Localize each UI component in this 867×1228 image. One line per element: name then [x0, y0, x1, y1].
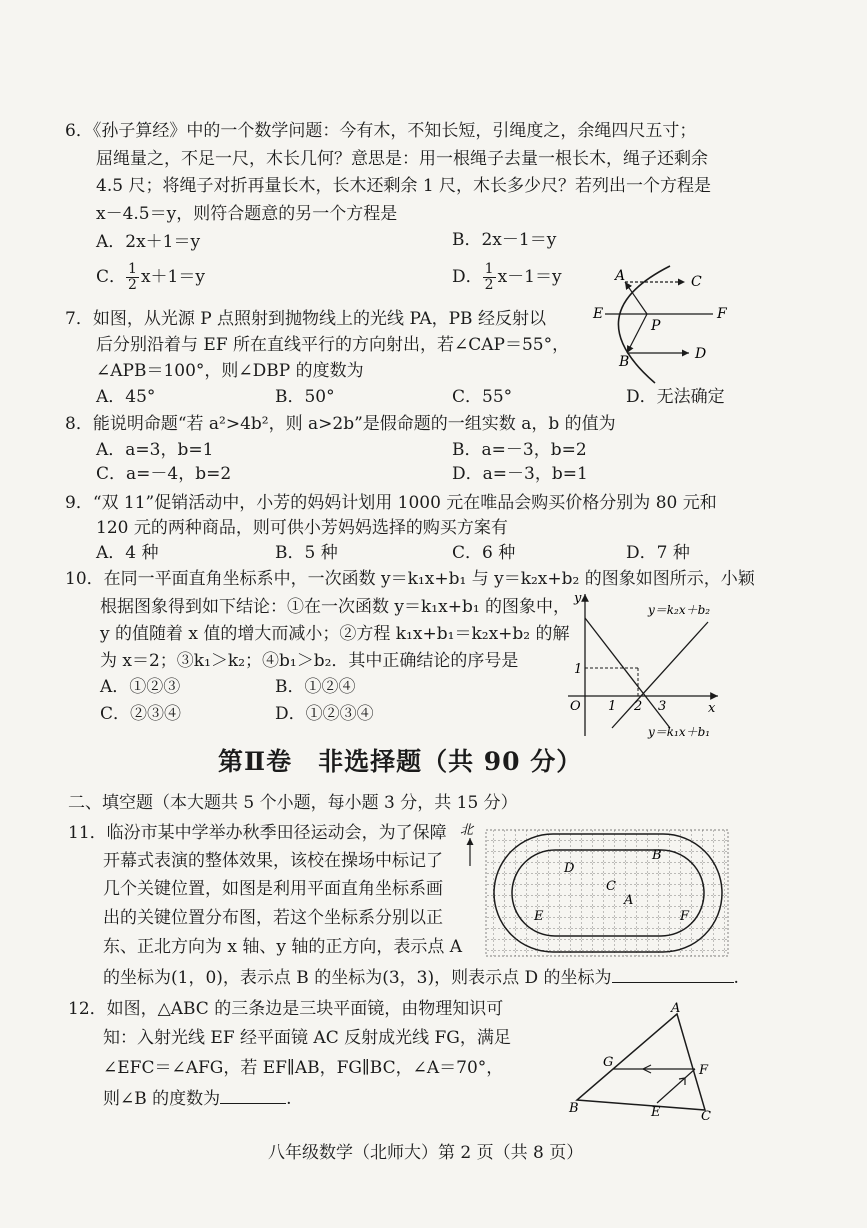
q12-line-3: ∠EFC＝∠AFG，若 EF∥AB，FG∥BC，∠A＝70°，	[103, 1058, 504, 1078]
q8-option-d[interactable]: D．a=－3，b=1	[452, 464, 588, 484]
q6-option-c-text: x＋1＝y	[140, 267, 205, 287]
label-d: D	[695, 346, 707, 362]
q7-parabola-figure	[585, 258, 735, 393]
q6-line-4: x－4.5＝y，则符合题意的另一个方程是	[96, 204, 398, 224]
q7-option-a[interactable]: A．45°	[96, 387, 156, 407]
label-p: P	[651, 318, 661, 334]
ray-ef	[657, 1069, 695, 1103]
tri-label-a: A	[671, 1001, 681, 1016]
label-b: B	[619, 354, 630, 370]
q10-option-a[interactable]: A．①②③	[100, 677, 181, 697]
point-f: F	[680, 909, 690, 924]
q10-option-d[interactable]: D．①②③④	[275, 704, 374, 724]
q6-line-2: 屈绳量之，不足一尺，木长几何？意思是：用一根绳子去量一根长木，绳子还剩余	[96, 149, 708, 169]
point-b: B	[652, 848, 662, 863]
fraction-one-half: $\frac{1}{2}$	[128, 261, 137, 293]
point-c: C	[606, 879, 616, 894]
q11-answer-blank[interactable]	[612, 966, 734, 983]
q8-option-b[interactable]: B．a=－3，b=2	[452, 440, 587, 460]
q12-line-4	[103, 1087, 292, 1110]
q11-line-5: 东、正北方向为 x 轴、y 轴的正方向，表示点 A	[103, 937, 463, 957]
q12-line-2: 知：入射光线 EF 经平面镜 AC 反射成光线 FG，满足	[103, 1028, 511, 1048]
q9-option-d[interactable]: D．7 种	[626, 543, 690, 563]
graph-label-k2: y＝k₂x＋b₂	[648, 603, 711, 617]
q10-line-2: 根据图象得到如下结论：①在一次函数 y＝k₁x+b₁ 的图象中，	[100, 597, 571, 617]
q6-option-a[interactable]: A．2x＋1＝y	[96, 232, 201, 252]
triangle-abc	[577, 1014, 705, 1110]
label-f: F	[717, 306, 727, 322]
q10-line-3: y 的值随着 x 值的增大而减小；②方程 k₁x+b₁＝k₂x+b₂ 的解	[100, 624, 570, 644]
label-e: E	[593, 306, 604, 322]
q11-last-line-text: 的坐标为(1，0)，表示点 B 的坐标为(3，3)，则表示点 D 的坐标为	[103, 968, 612, 988]
q10-line-1: 10．在同一平面直角坐标系中，一次函数 y＝k₁x+b₁ 与 y＝k₂x+b₂ 的图象如图所示，小颖	[65, 569, 755, 589]
q6-option-d-label: D．	[452, 267, 483, 287]
label-c: C	[691, 274, 702, 290]
q11-line-1: 11．临汾市某中学举办秋季田径运动会，为了保障	[68, 823, 447, 843]
q11-end-mark: .	[733, 968, 739, 988]
axis-label-y: y	[574, 591, 582, 606]
point-e: E	[534, 909, 544, 924]
tri-label-f: F	[699, 1063, 709, 1078]
tri-label-e: E	[651, 1105, 661, 1120]
q12-answer-blank[interactable]	[220, 1087, 286, 1104]
q12-triangle-figure	[565, 1000, 725, 1125]
q7-line-2: 后分别沿着与 EF 所在直线平行的方向射出，若∠CAP＝55°，	[96, 335, 570, 355]
tick-y-1: 1	[574, 662, 583, 677]
q6-option-b[interactable]: B．2x－1＝y	[452, 230, 557, 250]
tick-x-1: 1	[608, 699, 617, 714]
q6-option-c[interactable]	[96, 262, 205, 293]
q7-option-b[interactable]: B．50°	[275, 387, 335, 407]
q9-line-2: 120 元的两种商品，则可供小芳妈妈选择的购买方案有	[96, 518, 508, 538]
q11-line-3: 几个关键位置，如图是利用平面直角坐标系画	[103, 879, 443, 899]
page-footer: 八年级数学（北师大）第 2 页（共 8 页）	[268, 1143, 584, 1163]
q12-last-line-text: 则∠B 的度数为	[103, 1089, 221, 1109]
q9-option-a[interactable]: A．4 种	[96, 543, 159, 563]
q11-line-2: 开幕式表演的整体效果，该校在操场中标记了	[103, 851, 443, 871]
tick-x-2: 2	[634, 699, 643, 714]
tri-label-g: G	[603, 1055, 614, 1070]
section-2-title: 第Ⅱ卷 非选择题（共 90 分）	[218, 747, 583, 776]
q8-option-a[interactable]: A．a=3，b=1	[96, 440, 214, 460]
fill-section-header: 二、填空题（本大题共 5 个小题，每小题 3 分，共 15 分）	[68, 793, 518, 813]
q8-option-c[interactable]: C．a=－4，b=2	[96, 464, 232, 484]
q6-option-d-text: x－1＝y	[497, 267, 562, 287]
q7-option-d[interactable]: D．无法确定	[626, 387, 725, 407]
origin-label: O	[570, 699, 581, 714]
q7-line-3: ∠APB＝100°，则∠DBP 的度数为	[96, 361, 364, 381]
q7-option-c[interactable]: C．55°	[452, 387, 513, 407]
label-a: A	[615, 268, 626, 284]
q10-option-c[interactable]: C．②③④	[100, 704, 182, 724]
point-d: D	[564, 861, 575, 876]
q10-option-b[interactable]: B．①②④	[275, 677, 356, 697]
tick-x-3: 3	[658, 699, 667, 714]
fraction-one-half: $\frac{1}{2}$	[484, 261, 494, 293]
q11-track-figure	[460, 818, 735, 958]
tri-label-b: B	[569, 1101, 579, 1116]
q9-option-c[interactable]: C．6 种	[452, 543, 516, 563]
ray-pb	[627, 314, 647, 353]
q6-line-3: 4.5 尺；将绳子对折再量长木，长木还剩余 1 尺，木长多少尺？若列出一个方程是	[96, 176, 712, 196]
q10-linear-graph	[560, 588, 730, 740]
q12-end-mark: .	[286, 1089, 292, 1109]
q6-option-d[interactable]	[452, 262, 562, 293]
q9-option-b[interactable]: B．5 种	[275, 543, 338, 563]
north-label: 北	[460, 823, 474, 838]
point-a: A	[624, 893, 634, 908]
q8-line: 8．能说明命题“若 a²>4b²，则 a>2b”是假命题的一组实数 a，b 的值为	[65, 414, 616, 434]
q11-line-4: 出的关键位置分布图，若这个坐标系分别以正	[103, 908, 443, 928]
q10-line-4: 为 x＝2；③k₁＞k₂；④b₁＞b₂．其中正确结论的序号是	[100, 651, 519, 671]
q6-line-1: 6．《孙子算经》中的一个数学问题：今有木，不知长短，引绳度之，余绳四尺五寸；	[65, 121, 697, 141]
q9-line-1: 9．“双 11”促销活动中，小芳的妈妈计划用 1000 元在唯品会购买价格分别为 80 元和	[65, 493, 717, 513]
q11-line-6	[103, 966, 739, 989]
q12-line-1: 12．如图，△ABC 的三条边是三块平面镜，由物理知识可	[68, 999, 504, 1019]
q6-option-c-label: C．	[96, 267, 127, 287]
tri-label-c: C	[701, 1109, 711, 1124]
graph-label-k1: y＝k₁x＋b₁	[648, 725, 711, 739]
axis-label-x: x	[708, 701, 716, 716]
q7-line-1: 7．如图，从光源 P 点照射到抛物线上的光线 PA，PB 经反射以	[65, 309, 546, 329]
